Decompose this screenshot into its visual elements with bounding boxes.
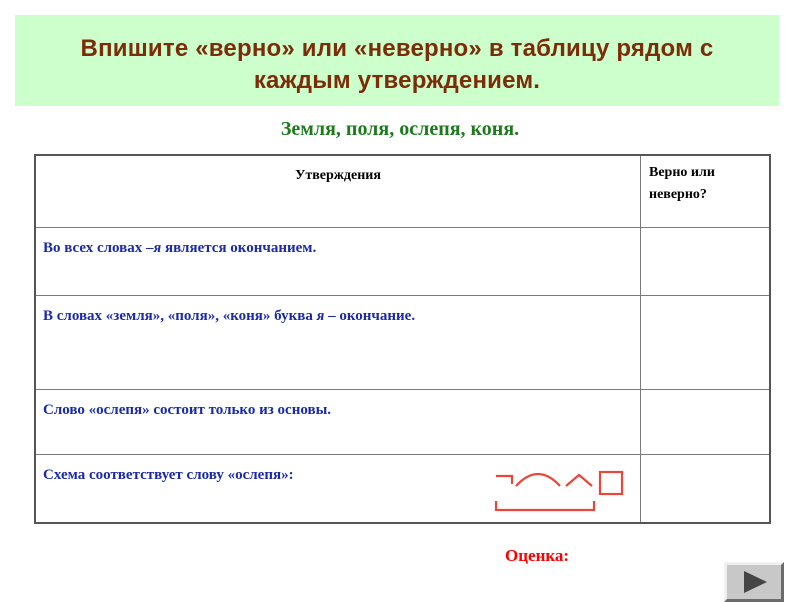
words-line: Земля, поля, ослепя, коня. (280, 118, 520, 140)
header-statements: Утверждения (295, 168, 381, 183)
statement-letter: я (153, 240, 162, 256)
statement-text: В словах «земля», «поля», «коня» буква (43, 308, 317, 324)
statement-row-4 (43, 467, 294, 484)
play-triangle-icon (727, 565, 781, 599)
statement-row-2 (43, 308, 415, 325)
instruction-line-2: каждым утверждением. (253, 67, 541, 94)
statements-table (34, 154, 771, 524)
morpheme-scheme (494, 466, 634, 518)
prefix-mark-icon (496, 476, 512, 484)
instruction-title (15, 33, 779, 97)
stem-bracket-icon (496, 501, 594, 510)
header-answer-line-1: Верно или (649, 165, 715, 180)
header-answer (649, 162, 769, 206)
root-arc-icon (516, 474, 560, 486)
header-answer-line-2: неверно? (649, 187, 707, 202)
statement-row-1 (43, 240, 316, 257)
statement-row-3 (43, 402, 331, 419)
statement-text: Слово «ослепя» состоит только из основы. (43, 402, 332, 418)
statement-text: – окончание. (324, 308, 416, 324)
instruction-banner (15, 15, 779, 106)
ending-box-icon (600, 472, 622, 494)
next-slide-button[interactable] (724, 562, 784, 602)
answer-cell-2[interactable] (641, 296, 769, 389)
instruction-line-1: Впишите «верно» или «неверно» в таблицу рядом с (80, 35, 714, 62)
answer-cell-1[interactable] (641, 228, 769, 295)
statement-text: является окончанием. (161, 240, 317, 256)
answer-cell-4[interactable] (641, 455, 769, 522)
statement-letter: я (316, 308, 325, 324)
answer-cell-3[interactable] (641, 390, 769, 454)
suffix-caret-icon (566, 475, 592, 486)
statement-text: Схема соответствует слову «ослепя»: (43, 467, 294, 483)
statement-text: Во всех словах – (43, 240, 154, 256)
grade-label: Оценка: (505, 546, 570, 565)
